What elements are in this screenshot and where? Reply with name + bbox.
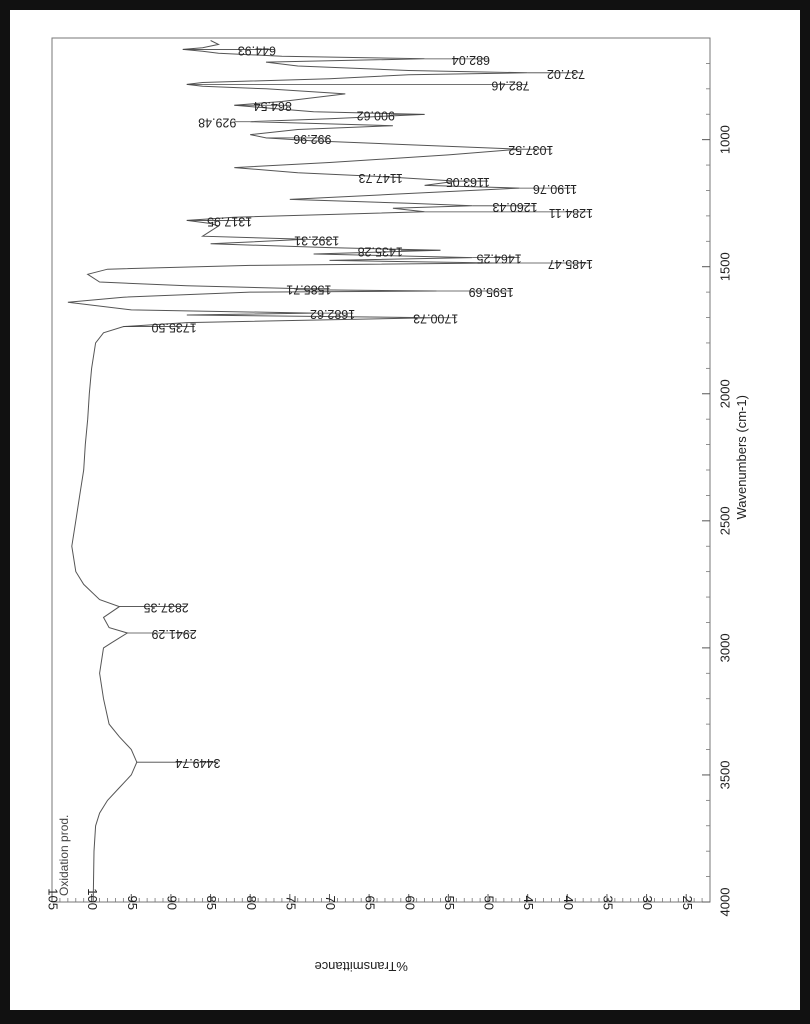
y-tick-label: 105	[45, 888, 61, 910]
y-tick-label: 75	[283, 895, 299, 910]
peak-label: 1037.52	[508, 143, 554, 158]
peak-label: 1435.28	[357, 244, 403, 259]
peak-label: 782.46	[491, 78, 530, 93]
peak-label: 3449.74	[175, 756, 221, 771]
peak-label: 1682.62	[310, 307, 356, 322]
peak-label: 1735.50	[151, 320, 197, 335]
peak-label: 1284.11	[548, 205, 594, 220]
y-tick-label: 30	[640, 895, 656, 910]
ir-spectrum-chart	[10, 10, 800, 1010]
peak-label: 2837.35	[143, 600, 189, 615]
peak-label: 1700.73	[413, 311, 459, 326]
peak-label: 2941.29	[151, 626, 197, 641]
y-tick-label: 40	[560, 895, 576, 910]
plot-frame	[52, 38, 710, 902]
peak-label: 737.02	[546, 66, 586, 81]
y-axis	[46, 888, 703, 910]
peak-label: 1147.73	[358, 171, 403, 186]
y-tick-label: 90	[164, 895, 180, 910]
y-tick-label: 100	[85, 888, 101, 910]
y-tick-label: 70	[323, 895, 339, 910]
peak-label: 864.54	[253, 99, 292, 114]
y-tick-label: 95	[124, 895, 140, 910]
x-tick-label: 2500	[717, 506, 733, 536]
peak-label: 1190.76	[532, 182, 578, 197]
peak-label: 929.48	[198, 115, 237, 130]
y-tick-label: 55	[441, 895, 457, 910]
peak-label: 1163.05	[445, 175, 491, 190]
peak-label: 992.96	[293, 131, 332, 146]
peak-label: 644.93	[237, 43, 276, 58]
y-tick-label: 35	[600, 895, 616, 910]
peak-label: 1317.95	[207, 214, 253, 229]
x-tick-label: 1500	[717, 252, 733, 282]
y-tick-label: 85	[204, 895, 220, 910]
y-tick-label: 65	[362, 895, 378, 910]
spectrum-line	[68, 41, 528, 903]
y-tick-label: 50	[481, 895, 497, 910]
peak-label: 682.04	[451, 52, 491, 67]
spectrum-page	[10, 10, 800, 1010]
x-tick-label: 3500	[717, 760, 733, 790]
peak-label: 1585.71	[286, 282, 332, 297]
y-tick-label: 45	[521, 895, 537, 910]
peak-label: 1595.69	[468, 285, 514, 300]
x-axis	[702, 63, 732, 916]
peak-label: 1260.43	[492, 199, 538, 214]
x-tick-label: 1000	[717, 125, 733, 155]
sample-label: Oxidation prod.	[57, 814, 71, 896]
peak-annotations	[119, 43, 593, 770]
y-tick-label: 80	[243, 895, 259, 910]
peak-label: 1464.25	[476, 251, 522, 266]
x-tick-label: 3000	[717, 633, 733, 663]
peak-label: 1392.31	[294, 233, 340, 248]
x-tick-label: 2000	[717, 379, 733, 409]
x-axis-title: Wavenumbers (cm-1)	[734, 395, 749, 520]
peak-label: 900.62	[356, 108, 395, 123]
x-tick-label: 4000	[717, 887, 733, 917]
y-tick-label: 25	[679, 895, 695, 910]
y-axis-title: %Transmittance	[314, 959, 408, 974]
peak-label: 1485.47	[547, 257, 594, 272]
y-tick-label: 60	[402, 895, 418, 910]
